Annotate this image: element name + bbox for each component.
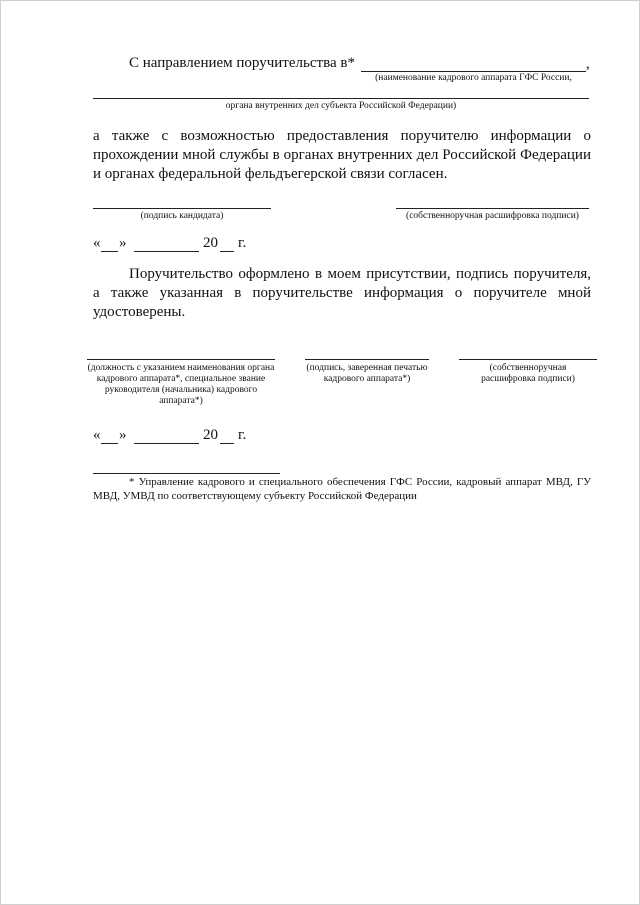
position-line [87,359,275,360]
date1-day-line [101,251,118,252]
date2-month-line [134,443,199,444]
recipient-blank-line [361,71,586,72]
candidate-transcript-line [396,208,589,209]
date1-year-prefix: 20 [203,235,218,251]
transcript-label: (собственноручная расшифровка подписи) [481,363,575,384]
recipient-blank-line-2 [93,98,589,99]
intro-prefix: С направлением поручительства в* [129,55,355,71]
trailing-comma: , [586,56,590,72]
stamp-signature-label: (подпись, заверенная печатью кадрового аппарата*) [306,363,428,384]
witness-paragraph: Поручительство оформлено в моем присутствии, подпись поручителя, а также указанная в поручительстве информация о поручителе мной удостоверены. [93,266,591,320]
date2-day-line [101,443,118,444]
date2-quote-open: « [93,427,101,443]
candidate-signature-label: (подпись кандидата) [140,211,224,221]
position-label: (должность с указанием наименования органа кадрового аппарата*, специальное звание руководителя (начальника) кадрового аппарата*) [87,363,275,406]
footnote: * Управление кадрового и специального обеспечения ГФС России, кадровый аппарат МВД, ГУ МВД, УМВД по соответствующему субъекту Российской Федерации [93,476,591,502]
hint-mvd: органа внутренних дел субъекта Российской Федерации) [225,101,457,111]
consent-paragraph: а также с возможностью предоставления поручителю информации о прохождении мной службы в органах внутренних дел Российской Федерации и органах федеральной фельдъегерской связи согласен. [93,128,591,182]
date1-quote-close: » [119,235,127,251]
transcript-line [459,359,597,360]
date2-quote-close: » [119,427,127,443]
date1-month-line [134,251,199,252]
candidate-transcript-label: (собственноручная расшифровка подписи) [406,211,579,221]
date2-year-prefix: 20 [203,427,218,443]
hint-gfs: (наименование кадрового аппарата ГФС России, [375,73,572,83]
footnote-separator [93,473,280,474]
date1-quote-open: « [93,235,101,251]
date1-year-line [220,251,234,252]
candidate-signature-line [93,208,271,209]
date1-year-suffix: г. [238,235,247,251]
stamp-signature-line [305,359,429,360]
date2-year-line [220,443,234,444]
date2-year-suffix: г. [238,427,247,443]
